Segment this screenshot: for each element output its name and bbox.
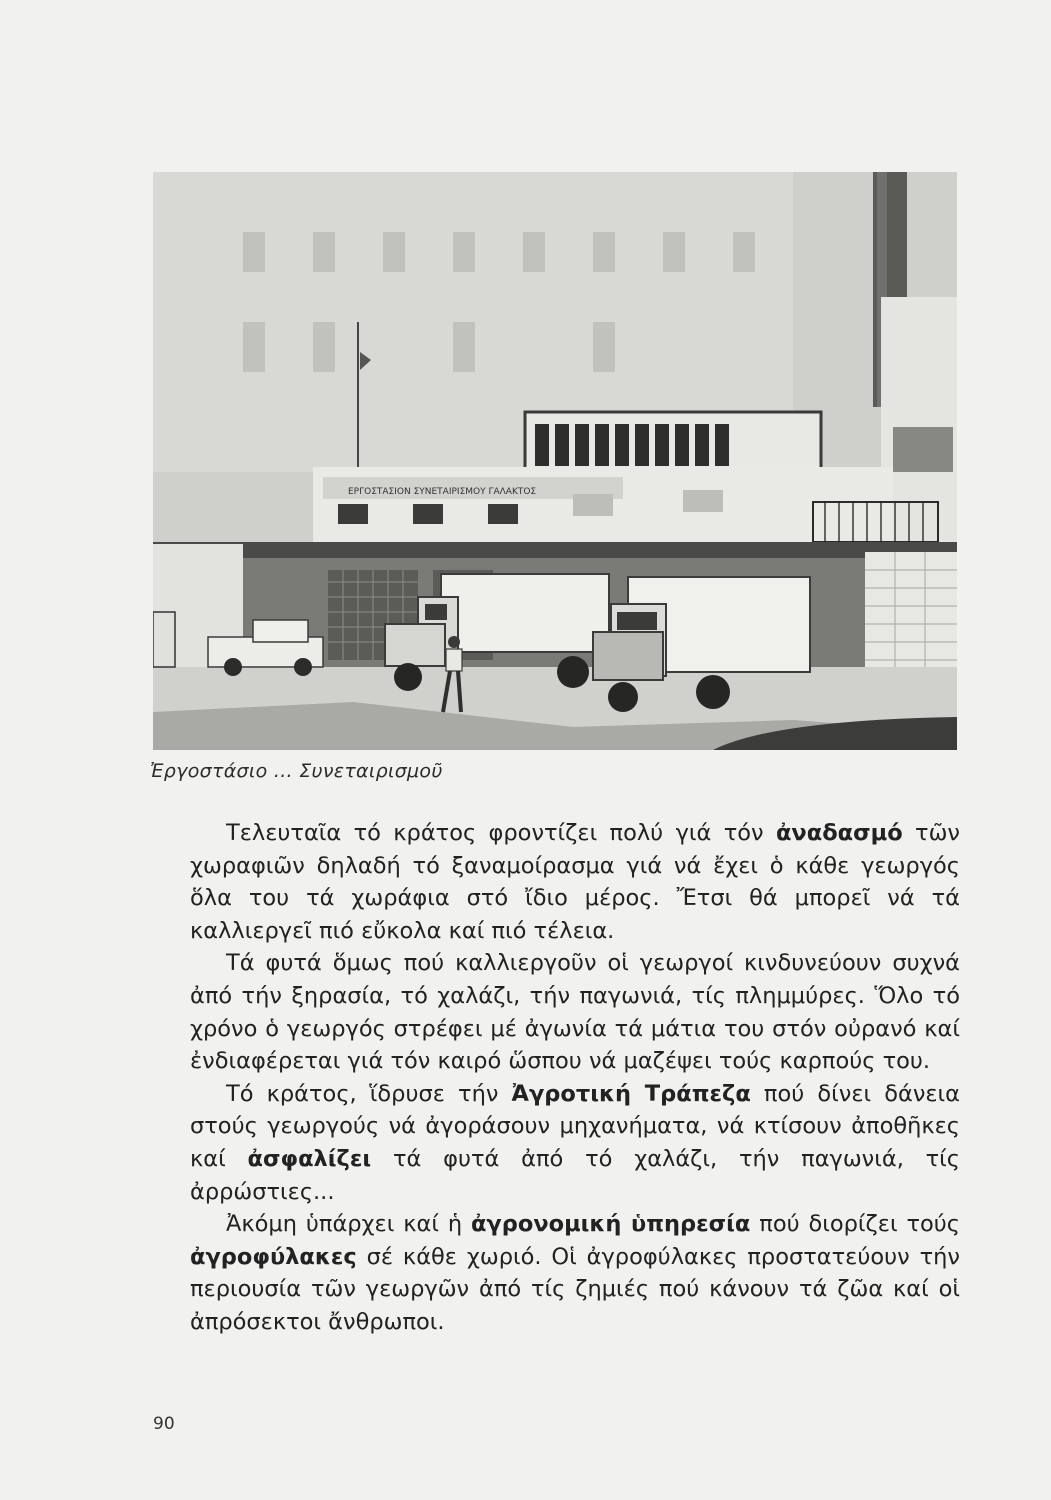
bold-term: ἀγροφύλακες [190,1243,357,1270]
text-run: σέ κάθε χωριό. Οἱ ἀγροφύλακες προστατεύουν τήν περιουσία τῶν γεωργῶν ἀπό τίς ζημιές πού κάνουν τά ζῶα καί οἱ ἀπρόσεκτοι ἄνθρωποι. [190,1243,960,1335]
bold-term: ἀναδασμό [775,820,903,846]
paragraph [190,947,960,1077]
paragraph [190,817,960,947]
text-run: πού διορίζει τούς [750,1211,960,1238]
body-text [190,817,960,1339]
text-run: τά φυτά ἀπό τό χαλάζι, τήν παγωνιά, τίς ἀρρώστιες... [190,1145,961,1205]
text-run: Ἀκόμη ὑπάρχει καί ἡ [226,1211,471,1238]
text-run: Τά φυτά ὅμως πού καλλιεργοῦν οἱ γεωργοί κινδυνεύουν συχνά ἀπό τήν ξηρασία, τό χαλάζι, τήν παγωνιά, τίς πλημμύρες. Ὅλο τό χρόνο ὁ γεωργός στρέφει μέ ἀγωνία τά μάτια του στόν οὐρανό καί ἐνδιαφέρεται γιά τόν καιρό ὥσπου νά μαζέψει τούς καρπούς του. [190,950,960,1075]
text-run: Τό κράτος, ἵδρυσε τήν [226,1080,512,1107]
page-number: 90 [153,1414,175,1434]
text-run: τῶν χωραφιῶν δηλαδή τό ξαναμοίρασμα γιά νά ἔχει ὁ κάθε γεωργός ὅλα του τά χωράφια στό ἴδιο μέρος. Ἔτσι θά μπορεῖ νά τά καλλιεργεῖ πιό εὔκολα καί πιό τέλεια. [190,820,961,944]
photo-caption: Ἐργοστάσιο ... Συνεταιρισμοῦ [150,760,443,782]
bold-term: ἀσφαλίζει [247,1145,372,1172]
factory-sign: ΕΡΓΟΣΤΑΣΙΟΝ ΣΥΝΕΤΑΙΡΙΣΜΟΥ ΓΑΛΑΚΤΟΣ [348,487,537,497]
paragraph [190,1208,960,1338]
bold-term: Ἀγροτική Τράπεζα [511,1080,751,1107]
paragraph [190,1078,960,1208]
text-run: Τελευταῖα τό κράτος φροντίζει πολύ γιά τόν [226,820,776,846]
factory-photo [153,172,957,750]
bold-term: ἀγρονομική ὑπηρεσία [470,1211,751,1238]
text-run: πού δίνει δάνεια στούς γεωργούς νά ἀγοράσουν μηχανήματα, νά κτίσουν ἀποθῆκες καί [190,1080,960,1172]
